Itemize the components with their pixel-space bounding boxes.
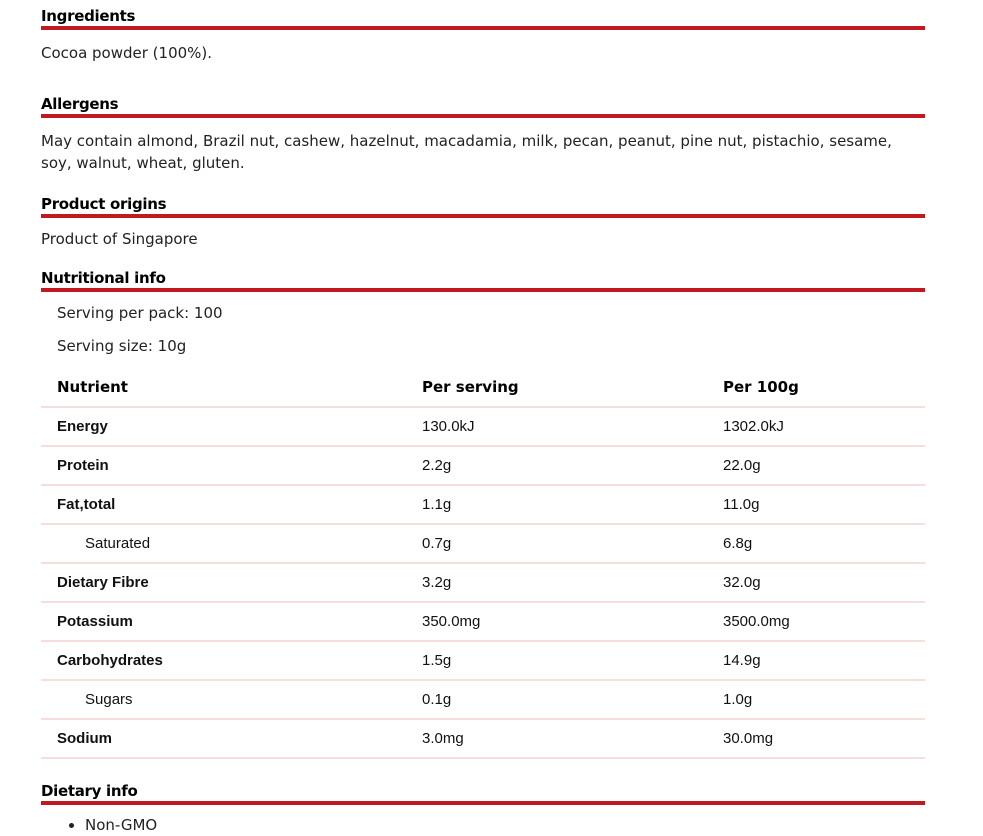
per-100g-value: 3500.0mg bbox=[723, 602, 925, 641]
section-title-nutrition: Nutritional info bbox=[41, 262, 925, 292]
header-nutrient: Nutrient bbox=[41, 368, 422, 407]
product-details bbox=[41, 0, 925, 836]
header-per-serving: Per serving bbox=[422, 368, 723, 407]
table-header-row bbox=[41, 368, 925, 407]
per-100g-value: 32.0g bbox=[723, 563, 925, 602]
nutrient-name: Protein bbox=[41, 446, 422, 485]
nutrient-name: Energy bbox=[41, 407, 422, 446]
table-row-sub bbox=[41, 680, 925, 719]
nutrient-name: Carbohydrates bbox=[41, 641, 422, 680]
nutrient-name: Sugars bbox=[41, 680, 422, 719]
per-serving-value: 3.0mg bbox=[422, 719, 723, 758]
table-row bbox=[41, 719, 925, 758]
dietary-list bbox=[41, 805, 925, 836]
per-serving-value: 1.1g bbox=[422, 485, 723, 524]
nutrient-name: Fat,total bbox=[41, 485, 422, 524]
section-title-origins: Product origins bbox=[41, 188, 925, 218]
per-100g-value: 1.0g bbox=[723, 680, 925, 719]
table-row-sub bbox=[41, 524, 925, 563]
table-row bbox=[41, 641, 925, 680]
section-title-ingredients: Ingredients bbox=[41, 0, 925, 30]
section-title-allergens: Allergens bbox=[41, 88, 925, 118]
nutrient-name: Saturated bbox=[41, 524, 422, 563]
nutrition-table bbox=[41, 368, 925, 759]
nutrient-name: Dietary Fibre bbox=[41, 563, 422, 602]
table-row bbox=[41, 407, 925, 446]
per-serving-value: 130.0kJ bbox=[422, 407, 723, 446]
ingredients-text: Cocoa powder (100%). bbox=[41, 44, 213, 62]
section-title-dietary: Dietary info bbox=[41, 781, 925, 805]
dietary-item: • Non-GMO bbox=[85, 814, 925, 836]
per-100g-value: 14.9g bbox=[723, 641, 925, 680]
nutrition-section bbox=[41, 262, 925, 759]
table-row bbox=[41, 446, 925, 485]
nutrient-name: Sodium bbox=[41, 719, 422, 758]
per-serving-value: 1.5g bbox=[422, 641, 723, 680]
per-serving-value: 2.2g bbox=[422, 446, 723, 485]
allergens-text: May contain almond, Brazil nut, cashew, hazelnut, macadamia, milk, pecan, peanut, pine nut, pistachio, sesame, soy, walnut, wheat, gluten. bbox=[41, 132, 892, 172]
per-serving-value: 3.2g bbox=[422, 563, 723, 602]
table-row bbox=[41, 563, 925, 602]
per-serving-value: 0.1g bbox=[422, 680, 723, 719]
per-serving-value: 0.7g bbox=[422, 524, 723, 563]
per-100g-value: 6.8g bbox=[723, 524, 925, 563]
header-per-100g: Per 100g bbox=[723, 368, 925, 407]
allergens-section bbox=[41, 88, 925, 188]
serving-per-pack: Serving per pack: 100 bbox=[57, 304, 223, 322]
origins-section bbox=[41, 188, 925, 262]
per-serving-value: 350.0mg bbox=[422, 602, 723, 641]
per-100g-value: 22.0g bbox=[723, 446, 925, 485]
origins-text: Product of Singapore bbox=[41, 230, 198, 248]
table-row bbox=[41, 485, 925, 524]
ingredients-section bbox=[41, 0, 925, 88]
per-100g-value: 1302.0kJ bbox=[723, 407, 925, 446]
per-100g-value: 30.0mg bbox=[723, 719, 925, 758]
per-100g-value: 11.0g bbox=[723, 485, 925, 524]
dietary-section bbox=[41, 781, 925, 836]
table-row bbox=[41, 602, 925, 641]
serving-size: Serving size: 10g bbox=[57, 337, 187, 355]
nutrient-name: Potassium bbox=[41, 602, 422, 641]
